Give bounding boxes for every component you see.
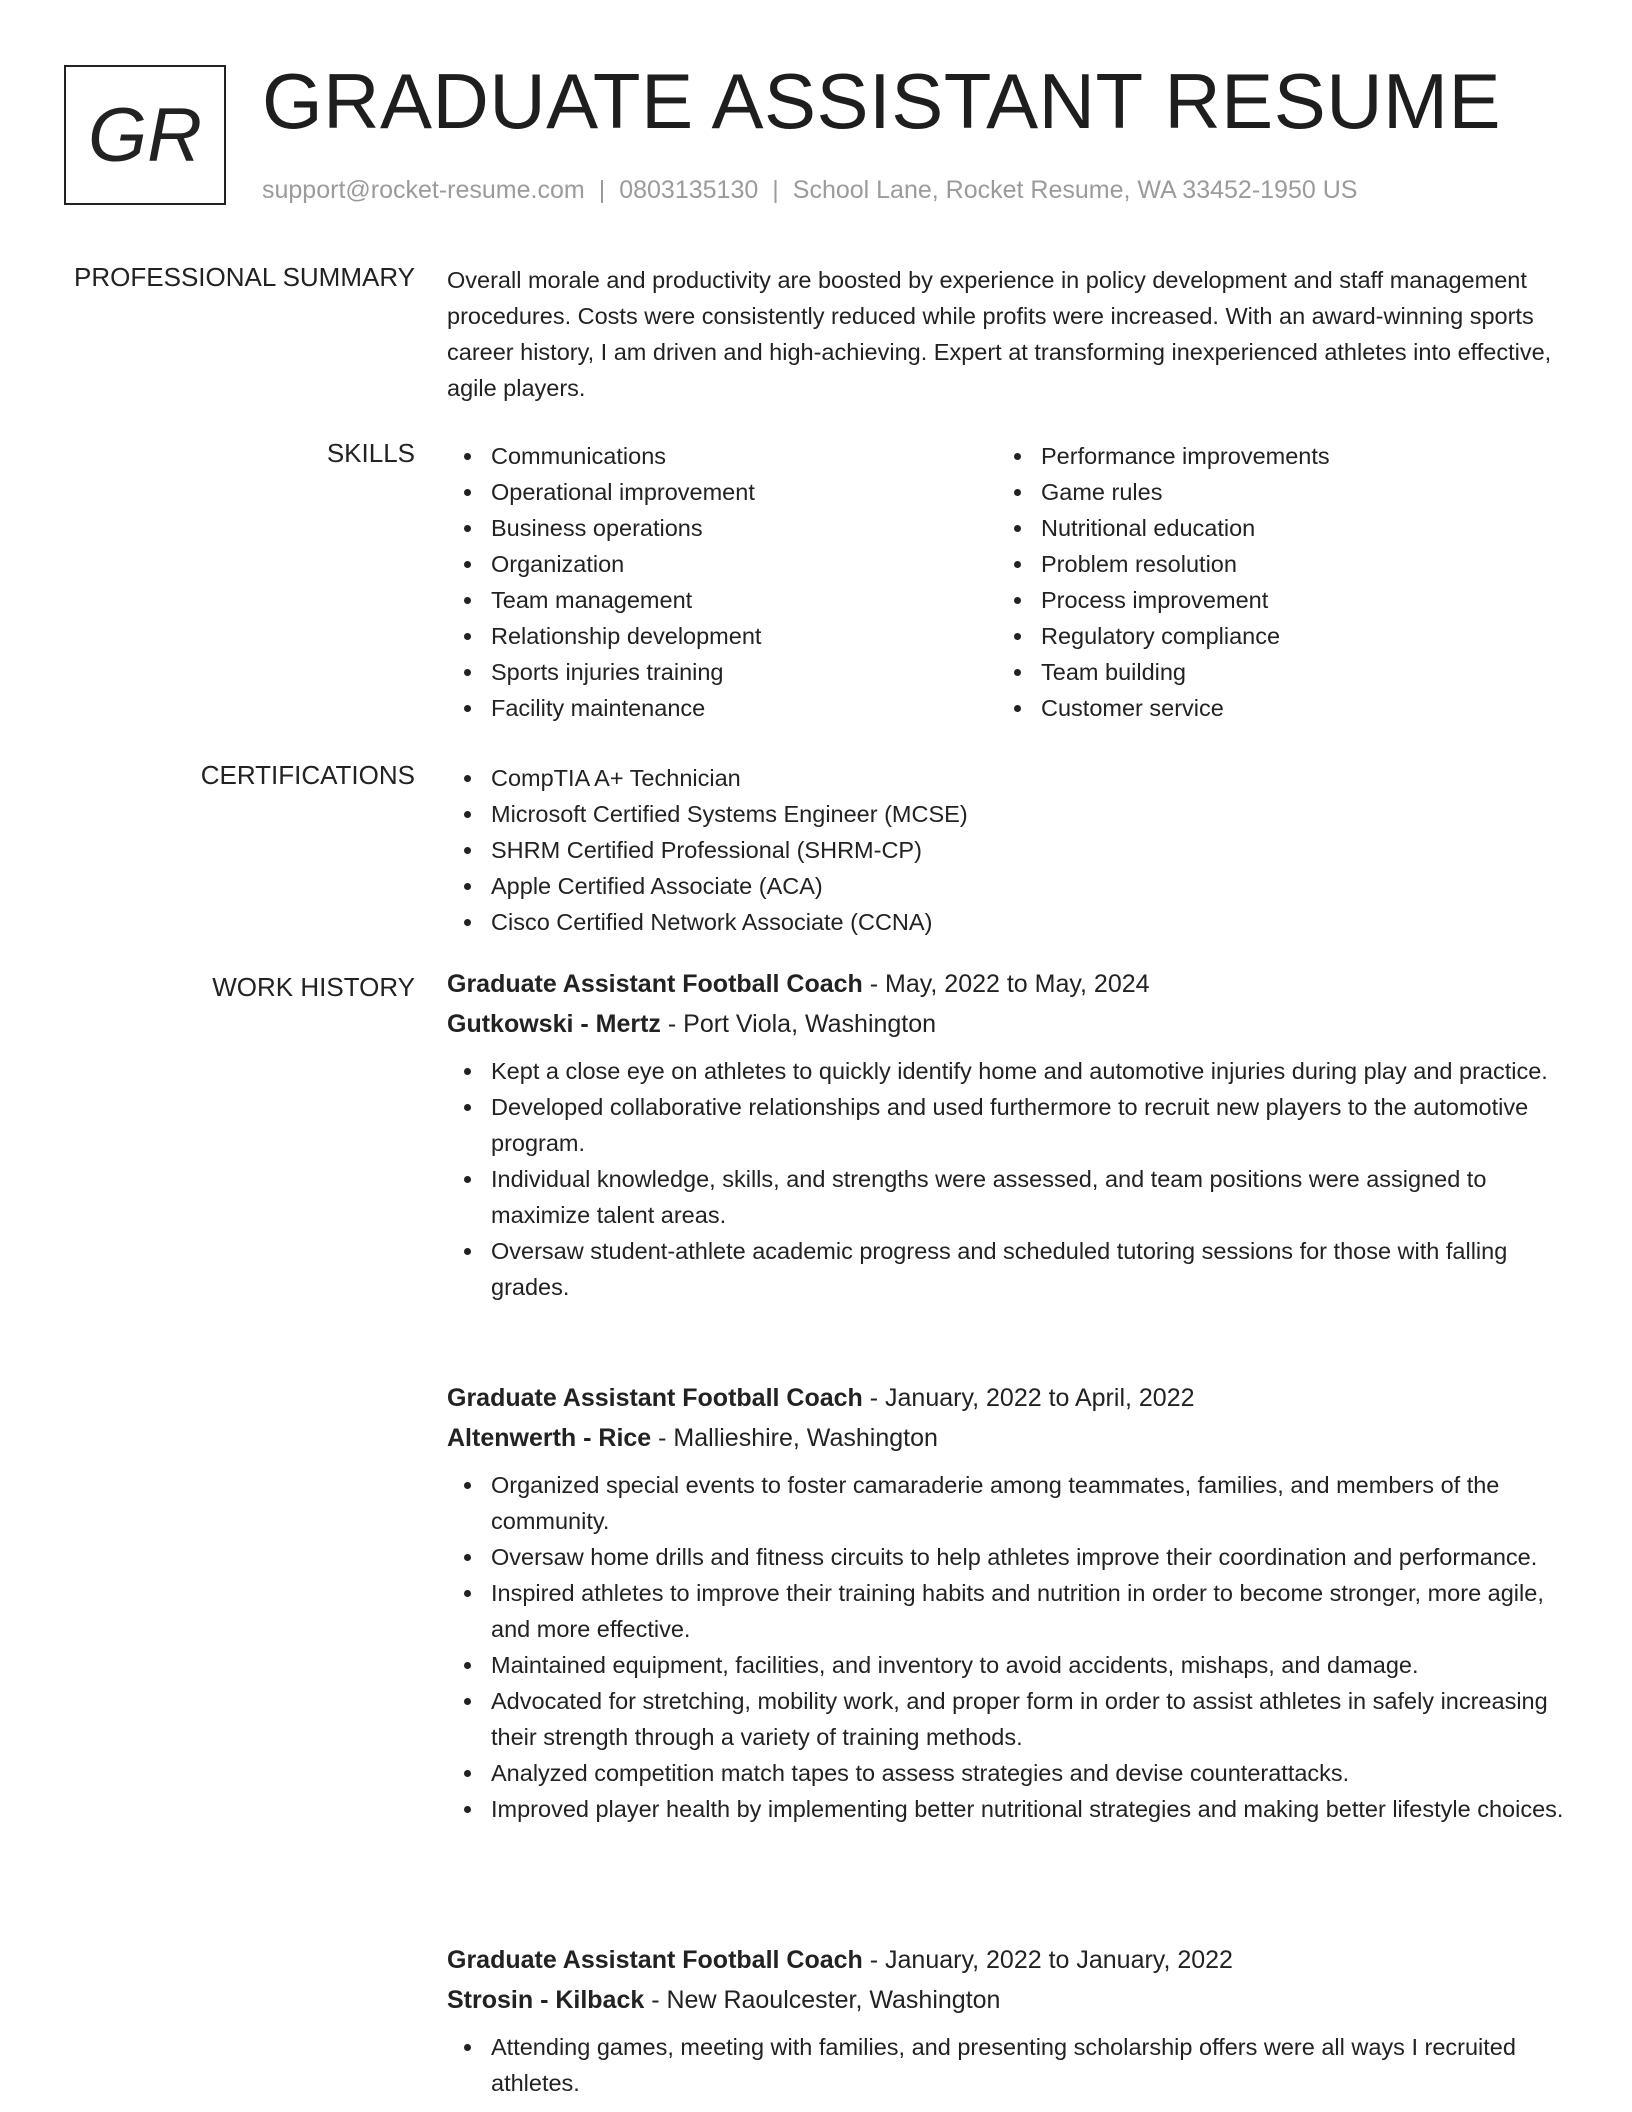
- skill-item: Customer service: [997, 690, 1537, 726]
- job-location: - Mallieshire, Washington: [651, 1424, 938, 1452]
- job-bullet: Improved player health by implementing better nutritional strategies and making better lifestyle choices.: [447, 1791, 1567, 1827]
- contact-phone: 0803135130: [619, 176, 759, 204]
- job-entry: [447, 1940, 1567, 2101]
- work-history-label: WORK HISTORY: [212, 972, 415, 1002]
- job-bullets: [447, 2029, 1567, 2101]
- job-bullet: Analyzed competition match tapes to assess strategies and devise counterattacks.: [447, 1755, 1567, 1791]
- certifications-list: [447, 760, 1567, 940]
- contact-separator: |: [598, 176, 606, 204]
- skill-item: Business operations: [447, 510, 987, 546]
- job-title-line: [447, 1940, 1567, 1980]
- contact-email: support@rocket-resume.com: [262, 176, 585, 204]
- job-bullet: Individual knowledge, skills, and strengths were assessed, and team positions were assigned to maximize talent areas.: [447, 1161, 1567, 1233]
- skill-item: Nutritional education: [997, 510, 1537, 546]
- job-bullet: Oversaw home drills and fitness circuits to help athletes improve their coordination and performance.: [447, 1539, 1567, 1575]
- job-bullets: [447, 1053, 1567, 1305]
- job-dates: - January, 2022 to April, 2022: [862, 1384, 1195, 1412]
- certifications-body: [447, 760, 1567, 940]
- skill-item: Team management: [447, 582, 987, 618]
- job-bullet: Organized special events to foster camaraderie among teammates, families, and members of the community.: [447, 1467, 1567, 1539]
- job-dates: - May, 2022 to May, 2024: [862, 970, 1150, 998]
- job-bullet: Attending games, meeting with families, and presenting scholarship offers were all ways I recruited athletes.: [447, 2029, 1567, 2101]
- monogram-box: [64, 65, 226, 205]
- skill-item: Problem resolution: [997, 546, 1537, 582]
- skill-item: Facility maintenance: [447, 690, 987, 726]
- job-bullet: Advocated for stretching, mobility work, and proper form in order to assist athletes in safely increasing their strength through a variety of training methods.: [447, 1683, 1567, 1755]
- job-company: Altenwerth - Rice: [447, 1424, 652, 1452]
- contact-address: School Lane, Rocket Resume, WA 33452-1950 US: [792, 176, 1358, 204]
- job-entry: [447, 1378, 1567, 1827]
- skill-item: Regulatory compliance: [997, 618, 1537, 654]
- job-company-line: [447, 1418, 1567, 1458]
- job-company: Strosin - Kilback: [447, 1986, 645, 2014]
- job-entry: [447, 964, 1567, 1305]
- job-title: Graduate Assistant Football Coach: [447, 1384, 863, 1412]
- skill-item: Operational improvement: [447, 474, 987, 510]
- job-company-line: [447, 1980, 1567, 2020]
- job-title-line: [447, 964, 1567, 1004]
- summary-text: Overall morale and productivity are boosted by experience in policy development and staff management procedures. Costs were consistently reduced while profits were increased. With an award-winning sports career history, I am driven and high-achieving. Expert at transforming inexperienced athletes into effective, agile players.: [447, 267, 1552, 401]
- job-bullet: Oversaw student-athlete academic progress and scheduled tutoring sessions for those with falling grades.: [447, 1233, 1567, 1305]
- skill-item: Organization: [447, 546, 987, 582]
- skill-item: Communications: [447, 438, 987, 474]
- monogram-initials: GR: [88, 92, 202, 178]
- skill-item: Process improvement: [997, 582, 1537, 618]
- job-location: - Port Viola, Washington: [660, 1010, 937, 1038]
- skill-item: Relationship development: [447, 618, 987, 654]
- resume-title: GRADUATE ASSISTANT RESUME: [262, 57, 1502, 145]
- job-title-line: [447, 1378, 1567, 1418]
- skill-item: Team building: [997, 654, 1537, 690]
- skills-list-right: [997, 438, 1537, 726]
- job-title: Graduate Assistant Football Coach: [447, 1946, 863, 1974]
- job-bullets: [447, 1467, 1567, 1827]
- job-location: - New Raoulcester, Washington: [644, 1986, 1001, 2014]
- certification-item: Microsoft Certified Systems Engineer (MCSE): [447, 796, 1567, 832]
- skill-item: Game rules: [997, 474, 1537, 510]
- job-bullet: Developed collaborative relationships and used furthermore to recruit new players to the automotive program.: [447, 1089, 1567, 1161]
- job-bullet: Inspired athletes to improve their training habits and nutrition in order to become stronger, more agile, and more effective.: [447, 1575, 1567, 1647]
- skill-item: Sports injuries training: [447, 654, 987, 690]
- certifications-label: CERTIFICATIONS: [200, 760, 415, 790]
- skills-list-left: [447, 438, 987, 726]
- skills-label: SKILLS: [326, 438, 415, 468]
- job-dates: - January, 2022 to January, 2022: [862, 1946, 1233, 1974]
- certification-item: SHRM Certified Professional (SHRM-CP): [447, 832, 1567, 868]
- certification-item: CompTIA A+ Technician: [447, 760, 1567, 796]
- job-bullet: Maintained equipment, facilities, and inventory to avoid accidents, mishaps, and damage.: [447, 1647, 1567, 1683]
- contact-separator: |: [772, 176, 779, 204]
- job-company: Gutkowski - Mertz: [447, 1010, 661, 1038]
- summary-label: PROFESSIONAL SUMMARY: [74, 262, 415, 292]
- certification-item: Apple Certified Associate (ACA): [447, 868, 1567, 904]
- contact-line: [262, 176, 1357, 205]
- job-bullet: Kept a close eye on athletes to quickly identify home and automotive injuries during play and practice.: [447, 1053, 1567, 1089]
- job-title: Graduate Assistant Football Coach: [447, 970, 863, 998]
- skill-item: Performance improvements: [997, 438, 1537, 474]
- certification-item: Cisco Certified Network Associate (CCNA): [447, 904, 1567, 940]
- job-company-line: [447, 1004, 1567, 1044]
